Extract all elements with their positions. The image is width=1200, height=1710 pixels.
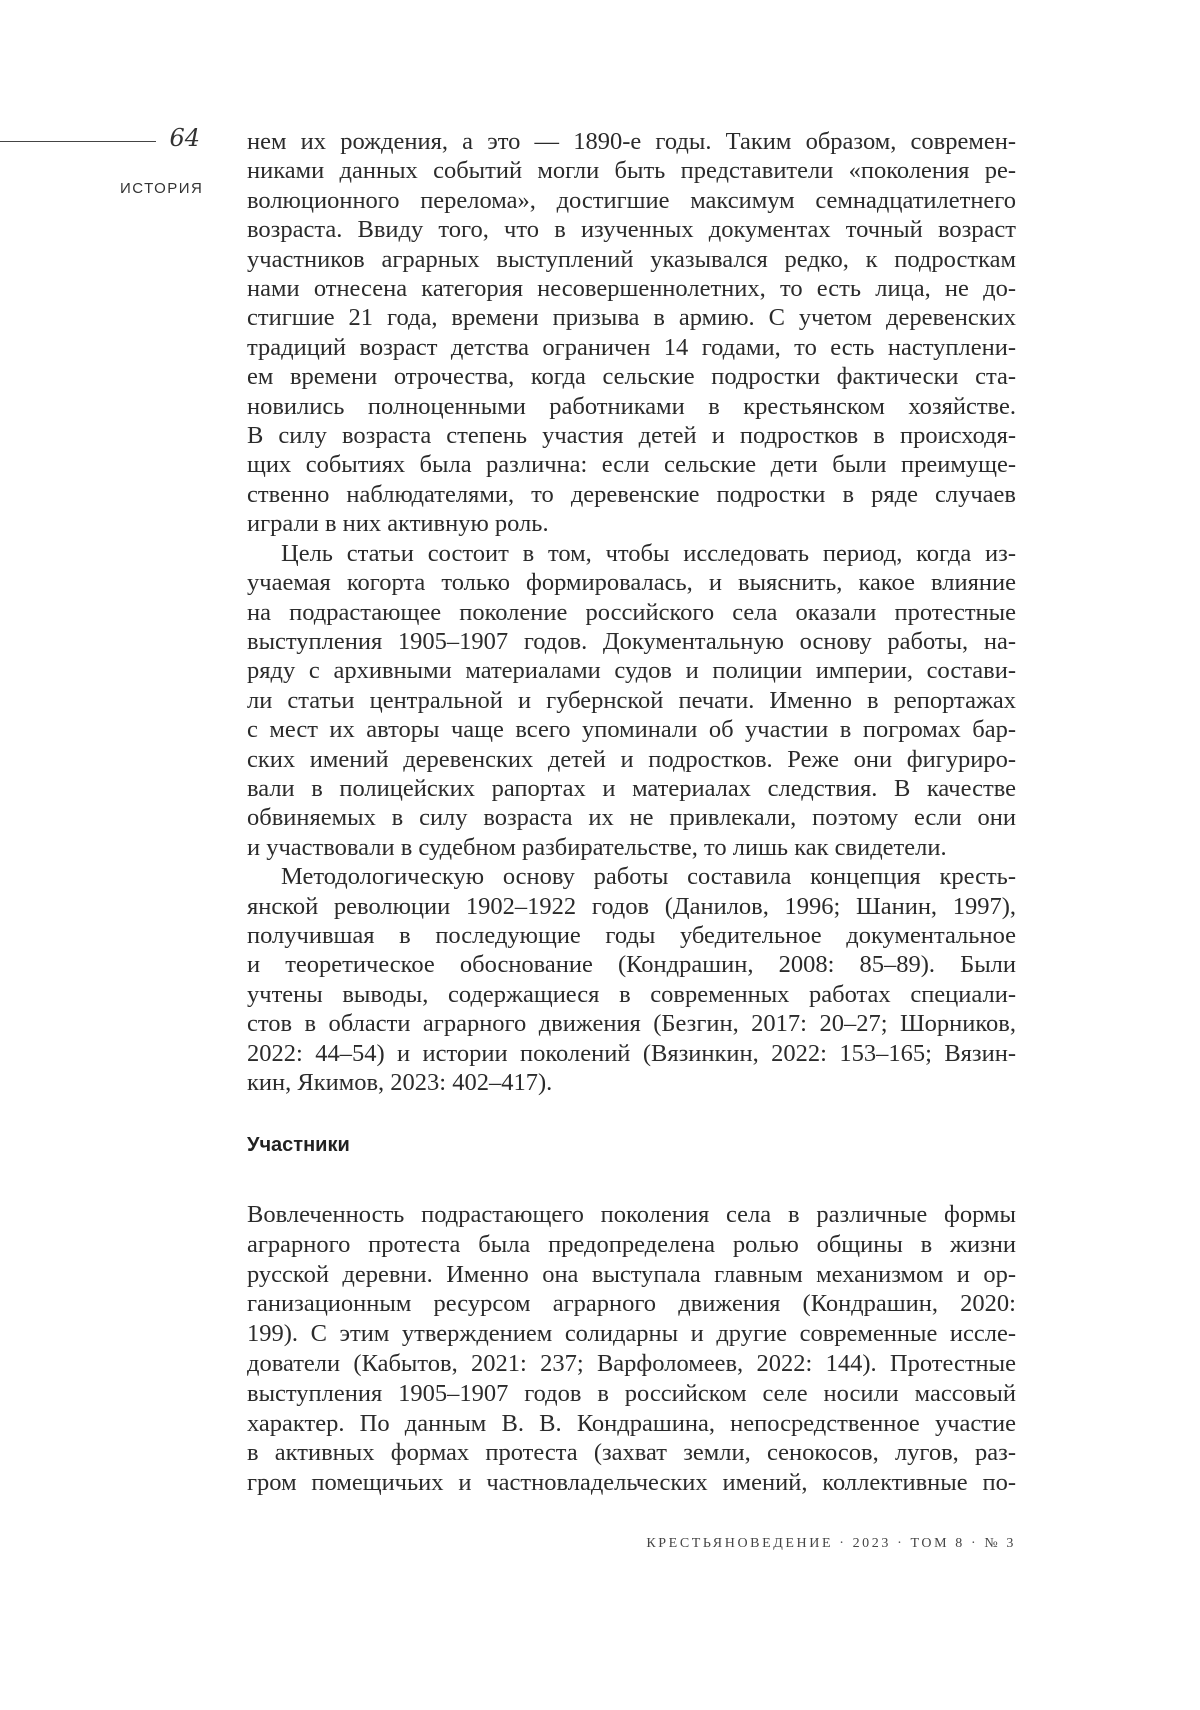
text-line: возраста. Ввиду того, что в изученных документах точный возраст [247,215,1016,244]
text-line: новились полноценными работниками в крестьянском хозяйстве. [247,392,1016,421]
text-line: дователи (Кабытов, 2021: 237; Варфоломеев, 2022: 144). Протестные [247,1349,1016,1379]
text-line: гром помещичьих и частновладельческих имений, коллективные по- [247,1468,1016,1498]
text-line: ем времени отрочества, когда сельские подростки фактически ста- [247,362,1016,391]
intro-text [247,127,1016,1097]
text-line: получившая в последующие годы убедительное документальное [247,921,1016,950]
text-line: и теоретическое обоснование (Кондрашин, 2008: 85–89). Были [247,950,1016,979]
text-line: играли в них активную роль. [247,509,1016,538]
text-line: русской деревни. Именно она выступала главным механизмом и ор- [247,1260,1016,1290]
section-label: ИСТОРИЯ [120,180,200,197]
text-line: Цель статьи состоит в том, чтобы исследовать период, когда из- [247,539,1016,568]
text-line: ских имений деревенских детей и подростков. Реже они фигуриро- [247,745,1016,774]
text-line: В силу возраста степень участия детей и подростков в происходя- [247,421,1016,450]
section-text [247,1200,1016,1498]
text-line: никами данных событий могли быть представители «поколения ре- [247,156,1016,185]
page-number: 64 [160,124,200,152]
text-line: учаемая когорта только формировалась, и выяснить, какое влияние [247,568,1016,597]
text-line: волюционного перелома», достигшие максимум семнадцатилетнего [247,186,1016,215]
paragraph [247,862,1016,1097]
text-line: стов в области аграрного движения (Безгин, 2017: 20–27; Шорников, [247,1009,1016,1038]
text-line: вали в полицейских рапортах и материалах следствия. В качестве [247,774,1016,803]
text-line: в активных формах протеста (захват земли, сенокосов, лугов, раз- [247,1438,1016,1468]
text-line: на подрастающее поколение российского села оказали протестные [247,598,1016,627]
text-line: и участвовали в судебном разбирательстве, то лишь как свидетели. [247,833,1016,862]
text-line: выступления 1905–1907 годов. Документальную основу работы, на- [247,627,1016,656]
text-line: ли статьи центральной и губернской печати. Именно в репортажах [247,686,1016,715]
text-line: учтены выводы, содержащиеся в современных работах специали- [247,980,1016,1009]
text-line: характер. По данным В. В. Кондрашина, непосредственное участие [247,1409,1016,1439]
paragraph [247,127,1016,539]
text-line: нами отнесена категория несовершеннолетних, то есть лица, не до- [247,274,1016,303]
text-line: ганизационным ресурсом аграрного движения (Кондрашин, 2020: [247,1289,1016,1319]
text-line: ственно наблюдателями, то деревенские подростки в ряде случаев [247,480,1016,509]
text-line: 2022: 44–54) и истории поколений (Вязинкин, 2022: 153–165; Вязин- [247,1039,1016,1068]
text-line: с мест их авторы чаще всего упоминали об участии в погромах бар- [247,715,1016,744]
paragraph [247,1200,1016,1498]
section-heading: Участники [247,1134,350,1157]
text-line: обвиняемых в силу возраста их не привлекали, поэтому если они [247,803,1016,832]
text-line: 199). С этим утверждением солидарны и другие современные иссле- [247,1319,1016,1349]
text-line: янской революции 1902–1922 годов (Данилов, 1996; Шанин, 1997), [247,892,1016,921]
margin-rule [0,141,156,142]
text-line: Вовлеченность подрастающего поколения села в различные формы [247,1200,1016,1230]
text-line: аграрного протеста была предопределена ролью общины в жизни [247,1230,1016,1260]
text-line: традиций возраст детства ограничен 14 годами, то есть наступлени- [247,333,1016,362]
text-line: участников аграрных выступлений указывался редко, к подросткам [247,245,1016,274]
text-line: ряду с архивными материалами судов и полиции империи, состави- [247,656,1016,685]
text-line: выступления 1905–1907 годов в российском селе носили массовый [247,1379,1016,1409]
text-line: стигшие 21 года, времени призыва в армию. С учетом деревенских [247,303,1016,332]
text-line: кин, Якимов, 2023: 402–417). [247,1068,1016,1097]
paragraph [247,539,1016,862]
running-footer: КРЕСТЬЯНОВЕДЕНИЕ · 2023 · ТОМ 8 · № 3 [646,1536,1016,1552]
text-line: щих событиях была различна: если сельские дети были преимуще- [247,450,1016,479]
text-line: Методологическую основу работы составила концепция кресть- [247,862,1016,891]
text-line: нем их рождения, а это — 1890-е годы. Таким образом, современ- [247,127,1016,156]
